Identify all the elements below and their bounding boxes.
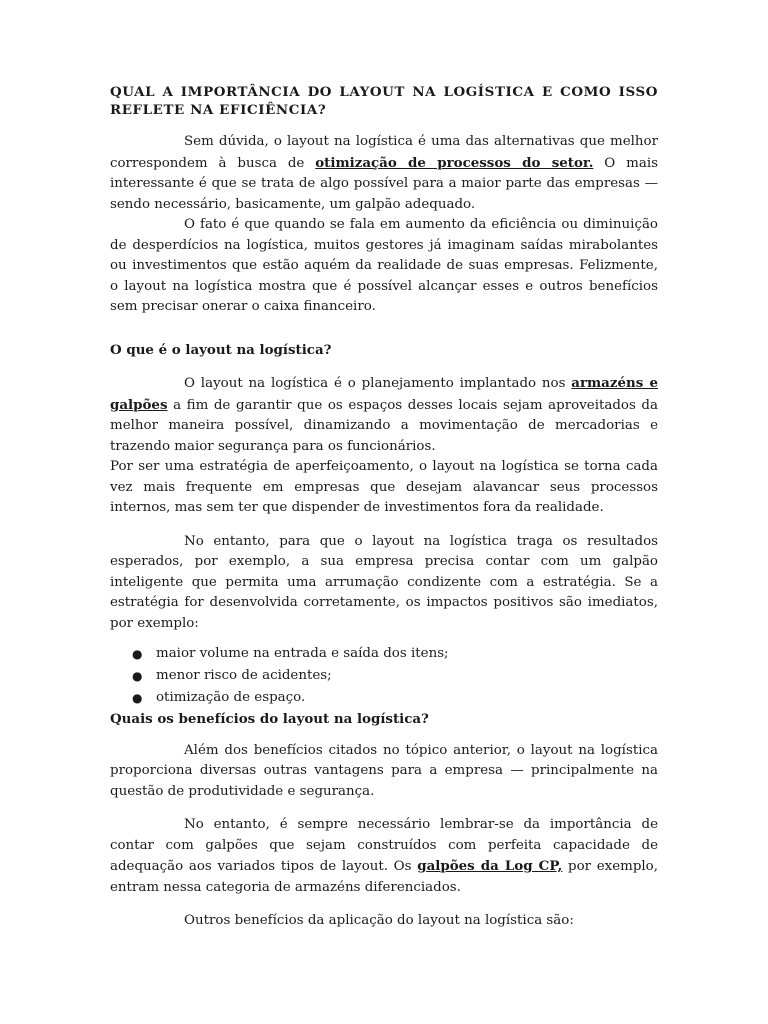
bullet-icon: ●: [132, 691, 143, 705]
text-span: Sem dúvida, o layout na logística é uma das alternativas que melhor correspondem à busca de: [110, 134, 658, 171]
section-heading-what-is-layout: O que é o layout na logística?: [110, 341, 332, 358]
benefits-bullet-list: [110, 643, 658, 709]
bullet-icon: ●: [132, 647, 143, 661]
section2-paragraph-3: Outros benefícios da aplicação do layout na logística são:: [184, 913, 574, 928]
list-item-text: menor risco de acidentes;: [156, 668, 332, 683]
intro-paragraph-1: [110, 132, 658, 215]
list-item: [110, 643, 658, 665]
section1-paragraph-3: No entanto, para que o layout na logística traga os resultados esperados, por exemplo, a sua empresa precisa contar com um galpão inteligente que permita uma arrumação condizente com a estratégia. Se a estratégia for desenvolvida corretamente, os impactos positivos são imediatos, por exemplo:: [110, 533, 658, 631]
text-span: O mais interessante é que se trata de algo possível para a maior parte das empresas — sendo necessário, basicamente, um galpão adequado.: [110, 155, 659, 212]
link-process-optimization[interactable]: otimização de processos do setor.: [315, 154, 594, 171]
list-item: [110, 687, 658, 709]
bullet-icon: ●: [132, 669, 143, 683]
list-item-text: otimização de espaço.: [156, 690, 306, 705]
section2-paragraph-2: [110, 815, 658, 898]
list-item-text: maior volume na entrada e saída dos itens;: [156, 646, 449, 661]
section2-paragraph-1: Além dos benefícios citados no tópico anterior, o layout na logística proporciona diversas outras vantagens para a empresa — principalmente na questão de produtividade e segurança.: [110, 742, 658, 799]
link-log-cp-warehouses[interactable]: galpões da Log CP,: [417, 858, 563, 874]
text-span: O layout na logística é o planejamento implantado nos: [184, 376, 572, 391]
intro-paragraph-2: O fato é que quando se fala em aumento da eficiência ou diminuição de desperdícios na logística, muitos gestores já imaginam saídas mirabolantes ou investimentos que estão aquém da realidade de suas empresas. Felizmente, o layout na logística mostra que é possível alcançar esses e outros benefícios sem precisar onerar o caixa financeiro.: [110, 217, 658, 314]
section1-paragraph-1: [110, 373, 658, 457]
section1-paragraph-2: Por ser uma estratégia de aperfeiçoamento, o layout na logística se torna cada vez mais frequente em empresas que desejam alavancar seus processos internos, mas sem ter que dispender de investimentos fora da realidade.: [110, 459, 658, 515]
list-item: [110, 665, 658, 687]
link-warehouses[interactable]: armazéns e galpões: [110, 375, 658, 413]
section-heading-benefits: Quais os benefícios do layout na logística?: [110, 711, 429, 727]
document-title: QUAL A IMPORTÂNCIA DO LAYOUT NA LOGÍSTICA E COMO ISSO REFLETE NA EFICIÊNCIA?: [110, 84, 658, 118]
text-span: a fim de garantir que os espaços desses locais sejam aproveitados da melhor maneira possível, dinamizando a movimentação de mercadorias e trazendo maior segurança para os funcionários.: [110, 397, 658, 454]
text-span: por exemplo, entram nessa categoria de armazéns diferenciados.: [110, 859, 658, 895]
text-span: No entanto, é sempre necessário lembrar-se da importância de contar com galpões que sejam construídos com perfeita capacidade de adequação aos variados tipos de layout. Os: [110, 817, 658, 874]
